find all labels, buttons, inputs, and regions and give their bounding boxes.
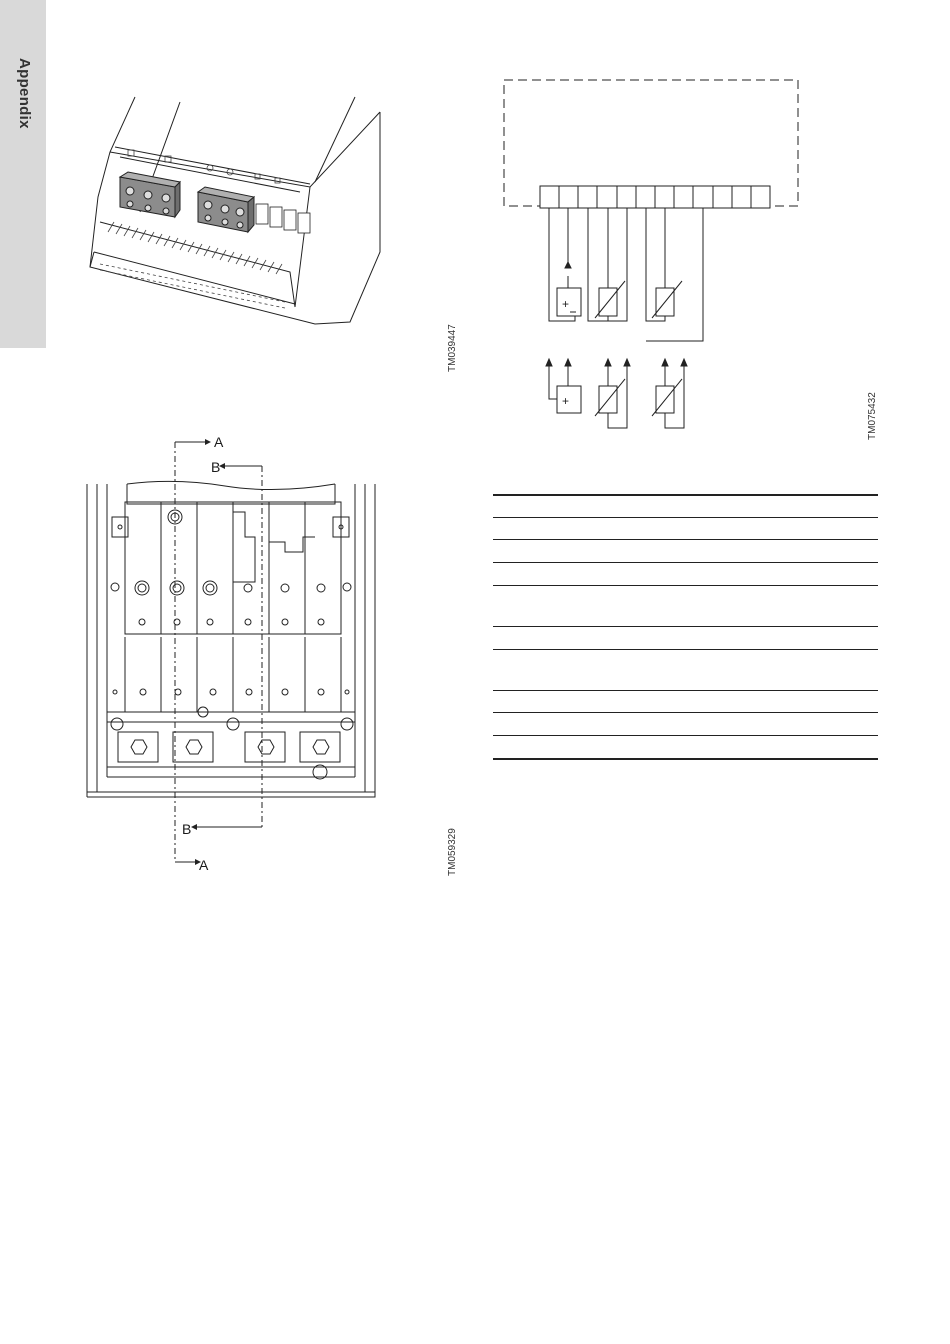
svg-text:+: + [562,297,570,311]
wiring-schematic [500,76,805,436]
table-row-divider [493,517,878,518]
appendix-side-tab [0,0,46,348]
terminal-block-illustration [80,92,385,337]
svg-text:+: + [562,394,570,408]
table-row-divider [493,712,878,713]
table-top-rule [493,494,878,496]
table-row-divider [493,649,878,650]
side-tab-label: Appendix [16,58,33,129]
section-label-a-bottom: A [199,857,209,873]
figure-code-terminal: TM039447 [447,324,458,372]
figure-code-wiring: TM075432 [867,392,878,440]
table-row-divider [493,585,878,586]
table-row-divider [493,562,878,563]
empty-table [493,494,878,760]
table-bottom-rule [493,758,878,760]
table-row-divider [493,735,878,736]
cross-section-illustration [85,432,380,877]
table-row-divider [493,539,878,540]
section-label-a-top: A [214,434,224,450]
section-label-b-bottom: B [182,821,192,837]
table-row-divider [493,626,878,627]
figure-code-cross-section: TM059329 [447,828,458,876]
section-label-b-top: B [211,459,221,475]
table-row-divider [493,690,878,691]
